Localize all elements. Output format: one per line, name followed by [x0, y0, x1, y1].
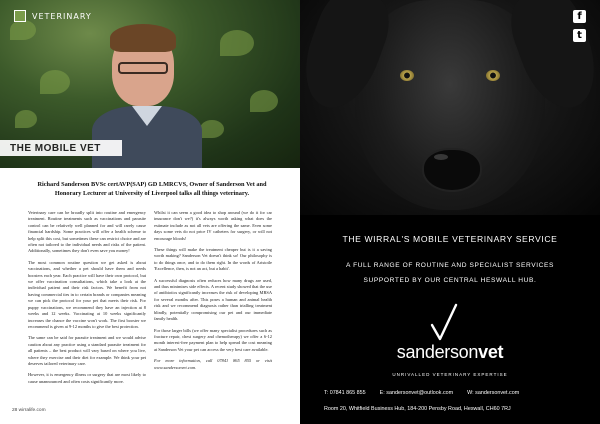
phone-number[interactable]: T: 07841 865 855 — [324, 390, 366, 396]
website-link[interactable]: W: sandersonvet.com — [467, 390, 520, 396]
page-folio: 28 wirralife.com — [12, 408, 46, 413]
brand-logo — [300, 342, 600, 363]
article-column-1 — [28, 210, 146, 400]
ad-subline-2: SUPPORTED BY OUR CENTRAL HESWALL HUB. — [363, 277, 537, 284]
paw-icon — [14, 10, 26, 22]
article-title: THE MOBILE VET — [10, 142, 101, 154]
section-label-text: VETERINARY — [32, 11, 92, 21]
paragraph: However, it is emergency illness or surgery that are most likely to cause unannounced and often costs significantly more. — [28, 372, 146, 384]
article-column-2 — [154, 210, 272, 400]
contact-details — [324, 390, 600, 396]
paragraph: The same can be said for parasite treatment and we would advise caution about any practice using a standard parasite treatment for all patients – the best product will vary based on where you live, where they exercise and their diet for example. We think your pet deserves tailored veterinary care. — [28, 335, 146, 366]
paragraph: Veterinary care can be broadly split into routine and emergency treatment. Routine treatments such as vaccinations and parasite control can be relatively well planned for and will rarely cause financial hardship. Some practices will offer a health scheme to help split this cost, but sometimes these can restrict choice and are often not tailored to the individual needs and risks of the patient. Additionally, sometimes they don't even save you money! — [28, 210, 146, 254]
dog-photo — [300, 0, 600, 215]
dog-eye-right — [486, 70, 500, 81]
email-address[interactable]: E: sandersonvet@outlook.com — [379, 390, 454, 396]
postal-address: Room 20, Whitfield Business Hub, 184-200 Pensby Road, Heswall, CH60 7RJ — [324, 406, 511, 412]
sandersonvet-logo-icon — [428, 303, 468, 341]
paragraph: Whilst it can seem a good idea to shop around (we do it for car insurance don't we?) it's always worth asking what does the estimate include as not all vets are offering the same. Even some days some vets do not price IV catheters for surgery, or will not encourage bloods! — [154, 210, 272, 241]
paragraph: These things will make the treatment cheaper but is it a saving worth making? Sanderson Vet doesn't think so! Our philosophy is to do things once, and to do them right. In the words of Aristotle 'Excellence, then, is not an act, but a habit'. — [154, 247, 272, 272]
advert-page — [300, 0, 600, 424]
logo-text-bold: vet — [478, 342, 504, 362]
article-title-bar — [0, 140, 122, 156]
dog-eye-left — [400, 70, 414, 81]
paragraph: A successful diagnosis often reduces how many drugs are used, and thus minimises side effects. A recent study showed that the use of antibiotics significantly increases the risk of developing MRSA for several months after. This poses a human and animal health risk and we recommend diagnosis rather than trialling treatment blindly, potentially compromising our pet and our immediate family health. — [154, 277, 272, 322]
twitter-icon[interactable]: t — [573, 29, 586, 42]
ad-headline: THE WIRRAL'S MOBILE VETERINARY SERVICE — [342, 234, 558, 244]
facebook-icon[interactable]: f — [573, 10, 586, 23]
section-label — [14, 10, 92, 22]
paragraph: The most common routine question we get asked is about vaccinations, and whether a pet should have them and needs boosters each year. Each practice will have their own protocol, but we offer vaccination consultations, which take a look at the individual patient and their risk factors. We benefit from not having commercial ties in to certain brands or companies meaning we can pick the protocol for your pet that meets their risk. For puppy vaccinations, we recommend they have an injection at 8 weeks and 12 weeks. Vaccinating at 10 weeks significantly increases the chance the vaccine won't work. The first booster we recommend is given at 9-12 months to give the best protection. — [28, 259, 146, 329]
ad-subline-1: A FULL RANGE OF ROUTINE AND SPECIALIST SERVICES — [346, 262, 554, 269]
ad-subheadline — [300, 258, 600, 288]
article-byline: Richard Sanderson BVSc certAVP(SAP) GD LMRCVS, Owner of Sanderson Vet and Honorary Lecturer at University of Liverpool talks all things veterinary. — [37, 181, 267, 197]
article-body — [28, 210, 272, 400]
social-links — [573, 10, 586, 42]
paragraph: For those larger bills (we offer many specialist procedures such as fracture repair, chest surgery and chemotherapy) we offer a 6-12 month interest-free payment plan to help spread the cost meaning at Sanderson Vet your pet can access the very best care available. — [154, 327, 272, 352]
logo-tagline: UNRIVALLED VETERINARY EXPERTISE — [392, 372, 508, 377]
dog-nose — [424, 150, 480, 190]
vet-portrait-photo — [0, 0, 300, 168]
contact-note: For more information, call 07841 865 855 or visit www.sandersonvet.com. — [154, 358, 272, 370]
logo-text-light: sanderson — [396, 342, 479, 362]
